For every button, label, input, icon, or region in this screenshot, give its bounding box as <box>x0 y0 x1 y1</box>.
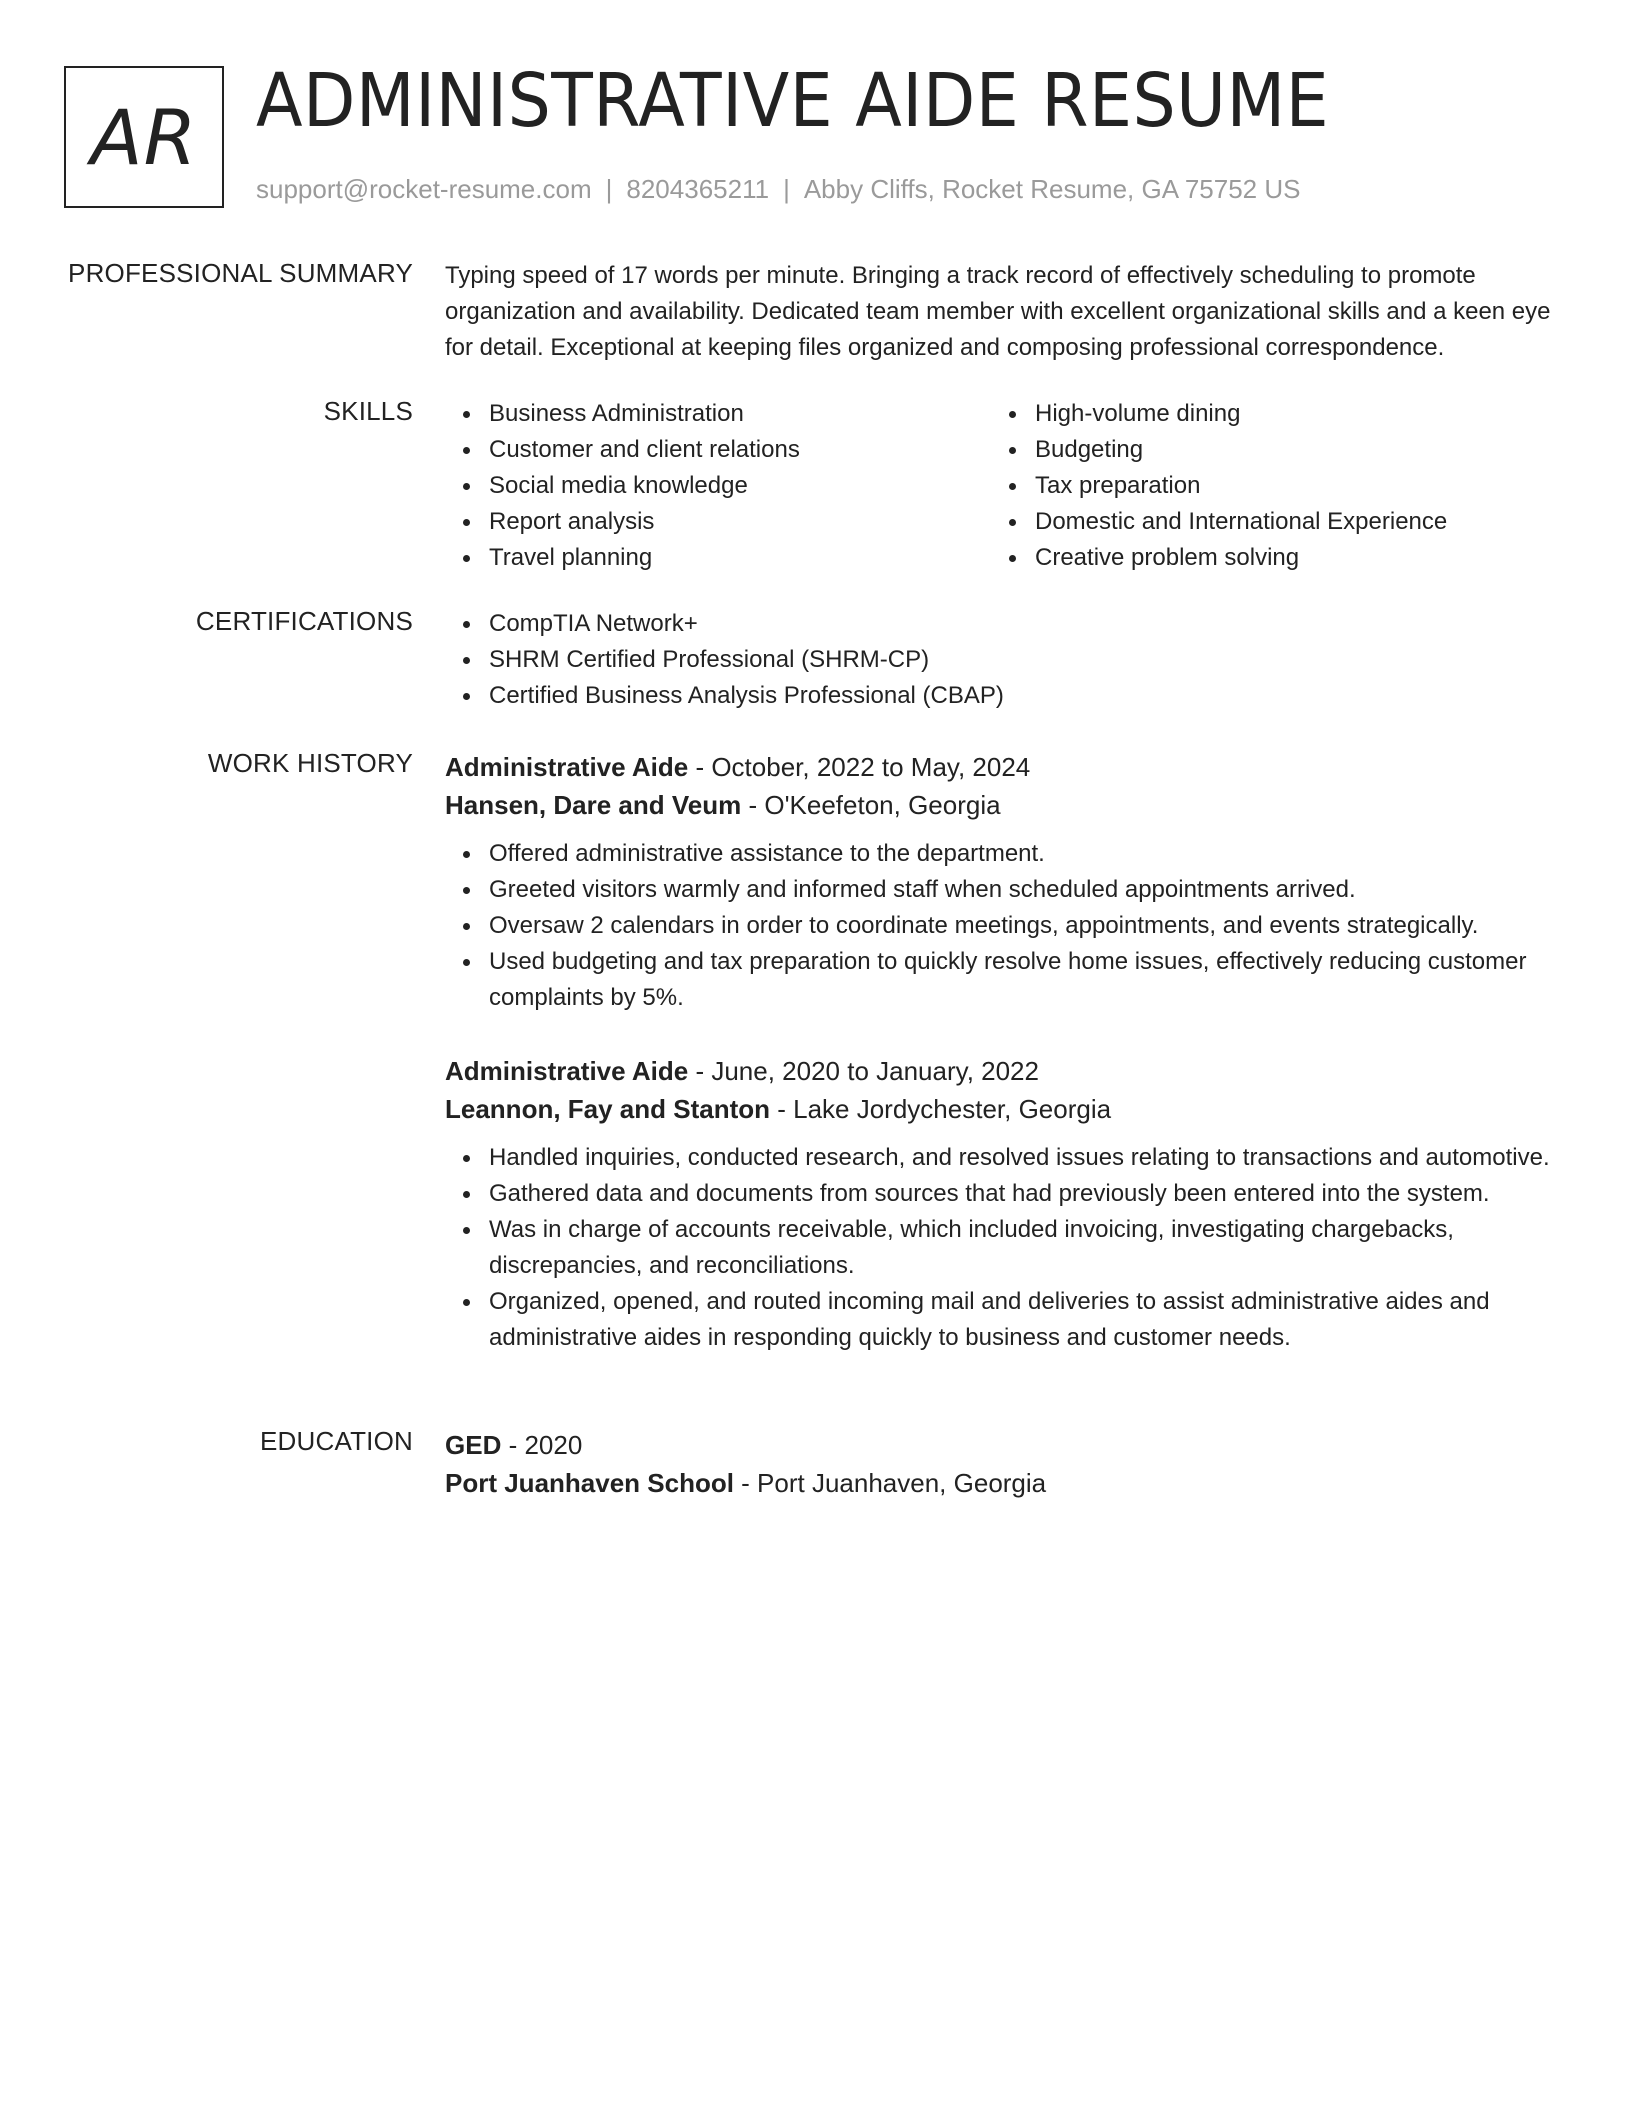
job-location: - Lake Jordychester, Georgia <box>770 1094 1112 1124</box>
list-item: High-volume dining <box>991 396 1537 432</box>
section-label-certifications: CERTIFICATIONS <box>195 606 413 636</box>
job-title: Administrative Aide <box>445 752 689 782</box>
list-item: Business Administration <box>445 396 991 432</box>
list-item: Domestic and International Experience <box>991 504 1537 540</box>
job-company-line <box>445 1090 1565 1128</box>
education-body <box>445 1426 1565 1502</box>
skills-list-left <box>445 396 991 576</box>
list-item: Oversaw 2 calendars in order to coordinate meetings, appointments, and events strategically. <box>445 908 1565 944</box>
list-item: Budgeting <box>991 432 1537 468</box>
list-item: Was in charge of accounts receivable, which included invoicing, investigating chargebacks, discrepancies, and reconciliations. <box>445 1212 1565 1284</box>
list-item: Handled inquiries, conducted research, and resolved issues relating to transactions and automotive. <box>445 1140 1565 1176</box>
job-company-line <box>445 786 1565 824</box>
list-item: Social media knowledge <box>445 468 991 504</box>
job-title-line <box>445 1052 1565 1090</box>
contact-email: support@rocket-resume.com <box>256 174 592 204</box>
list-item: Offered administrative assistance to the department. <box>445 836 1565 872</box>
section-label-work-history: WORK HISTORY <box>207 748 413 778</box>
contact-separator: | <box>605 174 613 204</box>
skills-list-right <box>991 396 1537 576</box>
contact-line <box>256 174 1300 205</box>
list-item: SHRM Certified Professional (SHRM-CP) <box>445 642 1565 678</box>
certifications-body <box>445 606 1565 714</box>
job-duties-list <box>445 1140 1565 1356</box>
list-item: Greeted visitors warmly and informed staff when scheduled appointments arrived. <box>445 872 1565 908</box>
education-degree: GED <box>445 1430 502 1460</box>
job-dates: - June, 2020 to January, 2022 <box>688 1056 1039 1086</box>
list-item: CompTIA Network+ <box>445 606 1565 642</box>
job-company: Hansen, Dare and Veum <box>445 790 742 820</box>
list-item: Organized, opened, and routed incoming mail and deliveries to assist administrative aides and administrative aides in responding quickly to business and customer needs. <box>445 1284 1565 1356</box>
contact-phone: 8204365211 <box>626 174 770 204</box>
job-entry <box>445 1052 1565 1356</box>
monogram-box <box>64 66 224 208</box>
job-title: Administrative Aide <box>445 1056 689 1086</box>
summary-text: Typing speed of 17 words per minute. Bringing a track record of effectively scheduling to promote organization and availability. Dedicated team member with excellent organizational skills and a keen eye for detail. Exceptional at keeping files organized and composing professional correspondence. <box>445 262 1551 361</box>
contact-address: Abby Cliffs, Rocket Resume, GA 75752 US <box>803 174 1301 204</box>
certifications-list <box>445 606 1565 714</box>
resume-title: ADMINISTRATIVE AIDE RESUME <box>256 58 1330 144</box>
list-item: Gathered data and documents from sources that had previously been entered into the system. <box>445 1176 1565 1212</box>
education-degree-line <box>445 1426 1565 1464</box>
education-year: - 2020 <box>501 1430 583 1460</box>
list-item: Used budgeting and tax preparation to quickly resolve home issues, effectively reducing customer complaints by 5%. <box>445 944 1565 1016</box>
education-school-line <box>445 1464 1565 1502</box>
list-item: Customer and client relations <box>445 432 991 468</box>
list-item: Report analysis <box>445 504 991 540</box>
job-location: - O'Keefeton, Georgia <box>741 790 1001 820</box>
job-entry <box>445 748 1565 1016</box>
list-item: Travel planning <box>445 540 991 576</box>
section-label-summary: PROFESSIONAL SUMMARY <box>68 258 413 288</box>
list-item: Tax preparation <box>991 468 1537 504</box>
education-school: Port Juanhaven School <box>445 1468 734 1498</box>
list-item: Creative problem solving <box>991 540 1537 576</box>
list-item: Certified Business Analysis Professional (CBAP) <box>445 678 1565 714</box>
section-label-education: EDUCATION <box>260 1426 413 1456</box>
skills-columns <box>445 396 1565 576</box>
job-title-line <box>445 748 1565 786</box>
job-duties-list <box>445 836 1565 1016</box>
section-label-skills: SKILLS <box>323 396 413 426</box>
contact-separator: | <box>783 174 790 204</box>
education-location: - Port Juanhaven, Georgia <box>733 1468 1047 1498</box>
job-dates: - October, 2022 to May, 2024 <box>688 752 1031 782</box>
job-company: Leannon, Fay and Stanton <box>445 1094 771 1124</box>
monogram-initials: AR <box>90 92 198 182</box>
